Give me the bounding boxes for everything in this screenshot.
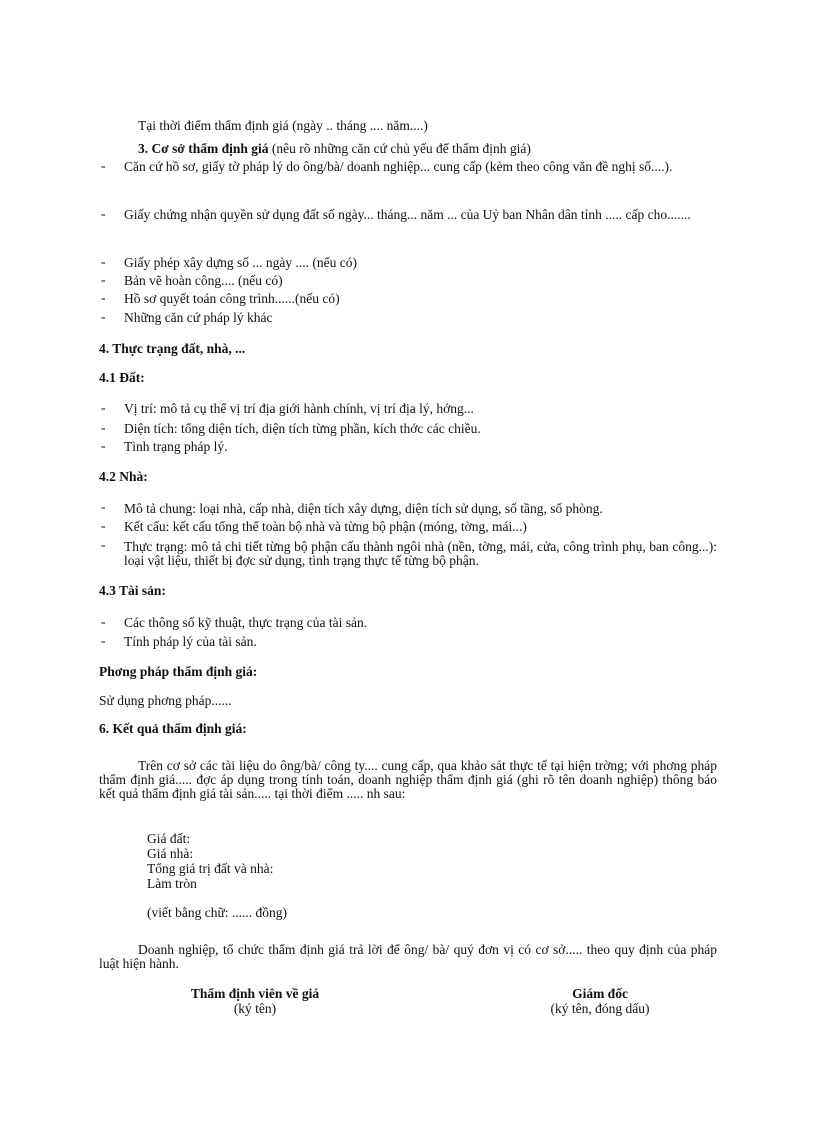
rounded-label: Làm tròn [147,876,197,891]
valuation-time-line: Tại thời điểm thẩm định giá (ngày .. tháng .... năm....) [138,118,428,133]
section-3-note: (nêu rõ những căn cứ chủ yếu để thẩm định giá) [268,141,531,156]
director-title: Giám đốc [572,986,628,1001]
list-item: Giấy phép xây dựng số ... ngày .... (nếu có) [124,255,358,270]
list-item: Diện tích: tổng diện tích, diện tích từng phần, kích thớc các chiều. [124,421,481,436]
director-note: (ký tên, đóng dấu) [550,1001,650,1016]
method-text: Sử dụng phơng pháp...... [99,693,232,708]
list-item: Những căn cứ pháp lý khác [124,310,273,325]
bullet-dash: - [101,206,106,221]
bullet-dash: - [101,272,106,287]
house-price-label: Giá nhà: [147,846,194,861]
list-item: Tình trạng pháp lý. [124,439,228,454]
director-signature-block [490,986,710,1016]
list-item: Bản vẽ hoàn công.... (nếu có) [124,273,283,288]
list-item: Căn cứ hồ sơ, giấy tờ pháp lý do ông/bà/ doanh nghiệp... cung cấp (kèm theo công văn đề nghị số....). [124,159,673,174]
bullet-dash: - [101,499,106,514]
section-3-heading [138,141,531,157]
bullet-dash: - [101,537,106,552]
bullet-dash: - [101,290,106,305]
closing-paragraph: Doanh nghiệp, tổ chức thẩm định giá trả lời để ông/ bà/ quý đơn vị có cơ sở..... theo quy định của pháp luật hiện hành. [99,942,717,971]
section-4-2-title: 4.2 Nhà: [99,469,148,484]
appraiser-note: (ký tên) [233,1001,277,1016]
bullet-dash: - [101,420,106,435]
list-item: Kết cấu: kết cấu tổng thể toàn bộ nhà và từng bộ phận (móng, tờng, mái...) [124,519,527,534]
bullet-dash: - [101,518,106,533]
amount-in-words: (viết bằng chữ: ...... đồng) [147,905,288,920]
section-6-title: 6. Kết quả thẩm định giá: [99,721,247,736]
method-title: Phơng pháp thẩm định giá: [99,664,258,679]
list-item: Tính pháp lý của tài sản. [124,634,257,649]
land-price-label: Giá đất: [147,831,191,846]
list-item: Vị trí: mô tả cụ thể vị trí địa giới hành chính, vị trí địa lý, hớng... [124,401,474,416]
list-item: Mô tả chung: loại nhà, cấp nhà, diện tích xây dựng, diện tích sử dụng, số tầng, số phòng. [124,501,603,516]
section-4-1-title: 4.1 Đất: [99,370,145,385]
bullet-dash: - [101,438,106,453]
appraiser-title: Thẩm định viên về giá [190,986,320,1001]
bullet-dash: - [101,614,106,629]
total-value-label: Tổng giá trị đất và nhà: [147,861,274,876]
bullet-dash: - [101,254,106,269]
list-item: Thực trạng: mô tả chi tiết từng bộ phận cấu thành ngôi nhà (nền, tờng, mái, cửa, công trình phụ, ban công...): loại vật liệu, thiết bị đợc sử dụng, tình trạng thực tế từng bộ phận. [124,539,717,568]
section-4-3-title: 4.3 Tài sản: [99,583,166,598]
section-3-title: 3. Cơ sở thẩm định giá [138,141,269,156]
bullet-dash: - [101,400,106,415]
appraiser-signature-block [150,986,360,1016]
result-paragraph: Trên cơ sở các tài liệu do ông/bà/ công ty.... cung cấp, qua khảo sát thực tế tại hiện trờng; với phơng pháp thẩm định giá..... đợc áp dụng trong tính toán, doanh nghiệp thẩm định giá (ghi rõ tên doanh nghiệp) thông báo kết quả thẩm định giá tài sản..... tại thời điểm ..... nh sau: [99,758,717,801]
list-item: Giấy chứng nhận quyền sử dụng đất số ngày... tháng... năm ... của Uỷ ban Nhân dân tỉnh ..... cấp cho....... [124,207,691,222]
bullet-dash: - [101,309,106,324]
list-item: Hồ sơ quyết toán công trình......(nếu có) [124,291,340,306]
bullet-dash: - [101,158,106,173]
bullet-dash: - [101,633,106,648]
list-item: Các thông số kỹ thuật, thực trạng của tài sản. [124,615,368,630]
section-4-title: 4. Thực trạng đất, nhà, ... [99,341,246,356]
